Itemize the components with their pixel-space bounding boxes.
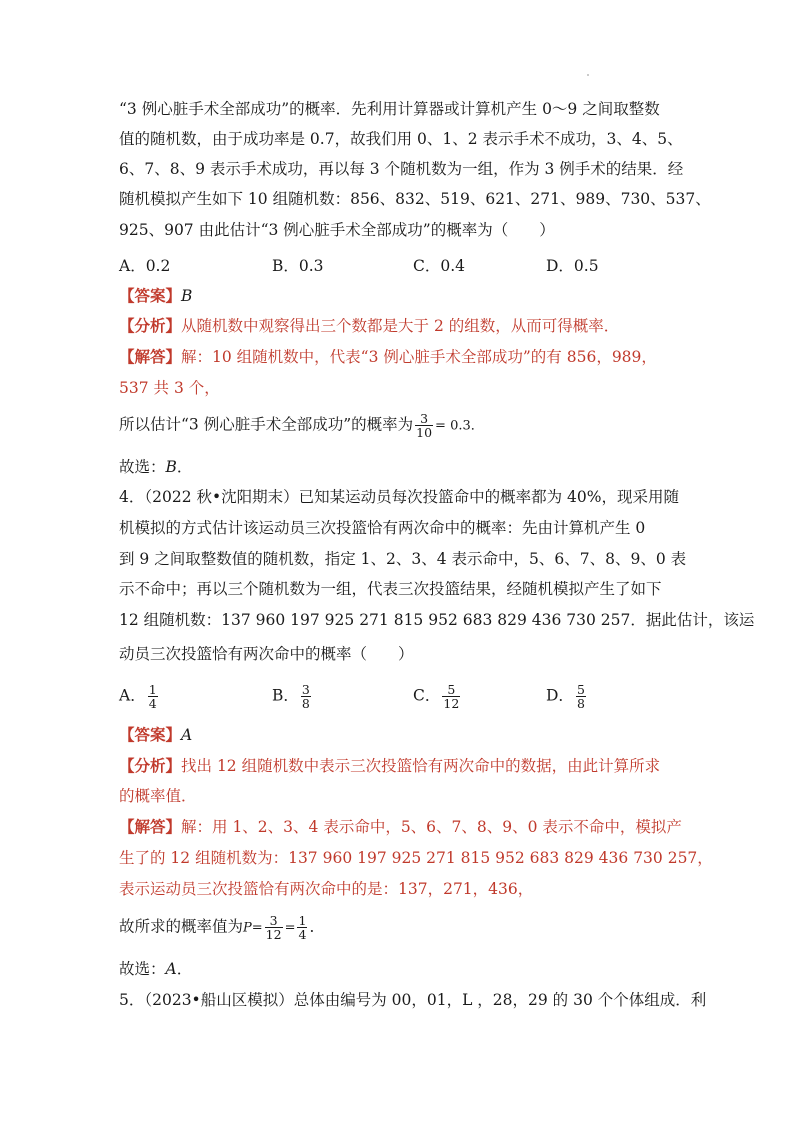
equals-sign: = [284,920,296,936]
q4-line-6: 动员三次投篮恰有两次命中的概率（ ） [119,645,414,663]
fraction-numerator: 5 [442,683,460,697]
choice-end: ． [176,458,193,476]
q4-solution-line-3: 表示运动员三次投篮恰有两次命中的是：137，271，436， [119,880,534,898]
fraction-numerator: 3 [415,412,433,426]
q3-line-1: “3 例心脏手术全部成功”的概率．先利用计算器或计算机产生 0～9 之间取整数 [119,100,660,118]
option-label: B． [272,686,299,705]
q4-line-2: 机模拟的方式估计该运动员三次投篮恰有两次命中的概率：先由计算机产生 0 [119,519,646,537]
fraction-denominator: 4 [298,927,307,942]
fraction-denominator: 12 [265,927,282,942]
q4-answer [119,725,192,745]
answer-tag: 【答案】 [119,725,182,744]
fraction [148,683,158,710]
option-label: C． [413,686,441,705]
choice-label: 故选： [119,458,166,476]
probability-symbol: P [243,920,252,936]
fraction-denominator: 10 [416,425,433,440]
fraction-numerator: 1 [298,913,307,928]
q3-line-3: 6、7、8、9 表示手术成功，再以每 3 个随机数为一组，作为 3 例手术的结果．经 [119,160,684,178]
q4-solution-line-2: 生了的 12 组随机数为：137 960 197 925 271 815 952 683 829 436 730 257， [119,849,713,867]
solution-end: ． [309,917,325,936]
answer-tag: 【答案】 [119,286,182,305]
q4-option-d [546,683,588,710]
solution-tag: 【解答】 [119,817,182,836]
solution-text: 所以估计“3 例心脏手术全部成功”的概率为 [119,415,414,434]
q3-option-b: B．0.3 [272,257,324,275]
solution-text: 故所求的概率值为 [119,917,244,936]
q3-solution-line-3 [119,412,484,439]
scan-speck [587,74,589,76]
option-label: D． [546,686,574,705]
q3-analysis [119,316,619,336]
fraction-numerator: 1 [148,682,157,697]
q3-solution-line-1 [119,347,657,367]
q4-solution-line-4 [119,914,325,941]
fraction [415,412,433,439]
q4-line-3: 到 9 之间取整数值的随机数，指定 1、2、3、4 表示命中，5、6、7、8、9、0 表 [119,550,687,568]
solution-tag: 【解答】 [119,347,182,366]
q3-answer [119,286,192,306]
answer-value: A [181,726,193,744]
q4-option-a [119,683,160,710]
analysis-tag: 【分析】 [119,316,182,335]
choice-value: B [165,458,177,476]
option-label: A． [119,686,146,705]
q4-line-4: 示不命中；再以三个随机数为一组，代表三次投篮结果，经随机模拟产生了如下 [119,580,662,598]
fraction-numerator: 3 [301,682,310,697]
q3-line-4: 随机模拟产生如下 10 组随机数：856、832、519、621、271、989、730、537、 [119,190,711,208]
fraction-denominator: 8 [576,696,585,711]
q4-option-c [413,683,462,710]
q3-option-d: D．0.5 [546,257,599,275]
choice-value: A [165,960,177,978]
choice-label: 故选： [119,960,166,978]
fraction-numerator: 3 [265,914,283,928]
fraction [576,683,586,710]
analysis-text: 找出 12 组随机数中表示三次投篮恰有两次命中的数据，由此计算所求 [181,757,661,775]
analysis-tag: 【分析】 [119,756,182,775]
fraction [442,683,460,710]
q4-line-5: 12 组随机数：137 960 197 925 271 815 952 683 829 436 730 257．据此估计，该运 [119,611,755,629]
fraction [265,914,283,941]
q4-solution-line-1 [119,817,682,837]
fraction-numerator: 5 [576,682,585,697]
solution-text: 解：用 1、2、3、4 表示命中，5、6、7、8、9、0 表示不命中，模拟产 [181,818,682,836]
fraction [301,683,311,710]
fraction-denominator: 12 [443,696,460,711]
q3-choice [119,457,192,477]
q3-option-a: A．0.2 [119,257,171,275]
equals-sign: = [251,920,263,936]
q3-line-2: 值的随机数，由于成功率是 0.7，故我们用 0、1、2 表示手术不成功，3、4、5、 [119,130,683,148]
fraction-denominator: 4 [148,696,157,711]
analysis-text: 从随机数中观察得出三个数都是大于 2 的组数，从而可得概率． [181,317,620,335]
q3-line-5: 925、907 由此估计“3 例心脏手术全部成功”的概率为（ ） [119,221,555,239]
q3-option-c: C．0.4 [413,257,466,275]
q4-choice [119,959,192,979]
fraction-denominator: 8 [301,696,310,711]
solution-result: = 0.3． [435,418,484,434]
q5-line-1: 5．（2023•船山区模拟）总体由编号为 00，01，L ，28，29 的 30 个个体组成．利 [119,991,707,1009]
q4-analysis-line-1 [119,756,660,776]
choice-end: ． [176,960,193,978]
solution-text: 解：10 组随机数中，代表“3 例心脏手术全部成功”的有 856，989， [181,348,657,366]
q4-line-1: 4．（2022 秋•沈阳期末）已知某运动员每次投篮命中的概率都为 40%，现采用随 [119,488,680,506]
answer-value: B [181,287,193,305]
fraction [297,914,307,941]
q3-solution-line-2: 537 共 3 个， [119,379,220,397]
q4-analysis-line-2: 的概率值． [119,787,197,805]
q4-option-b [272,683,313,710]
